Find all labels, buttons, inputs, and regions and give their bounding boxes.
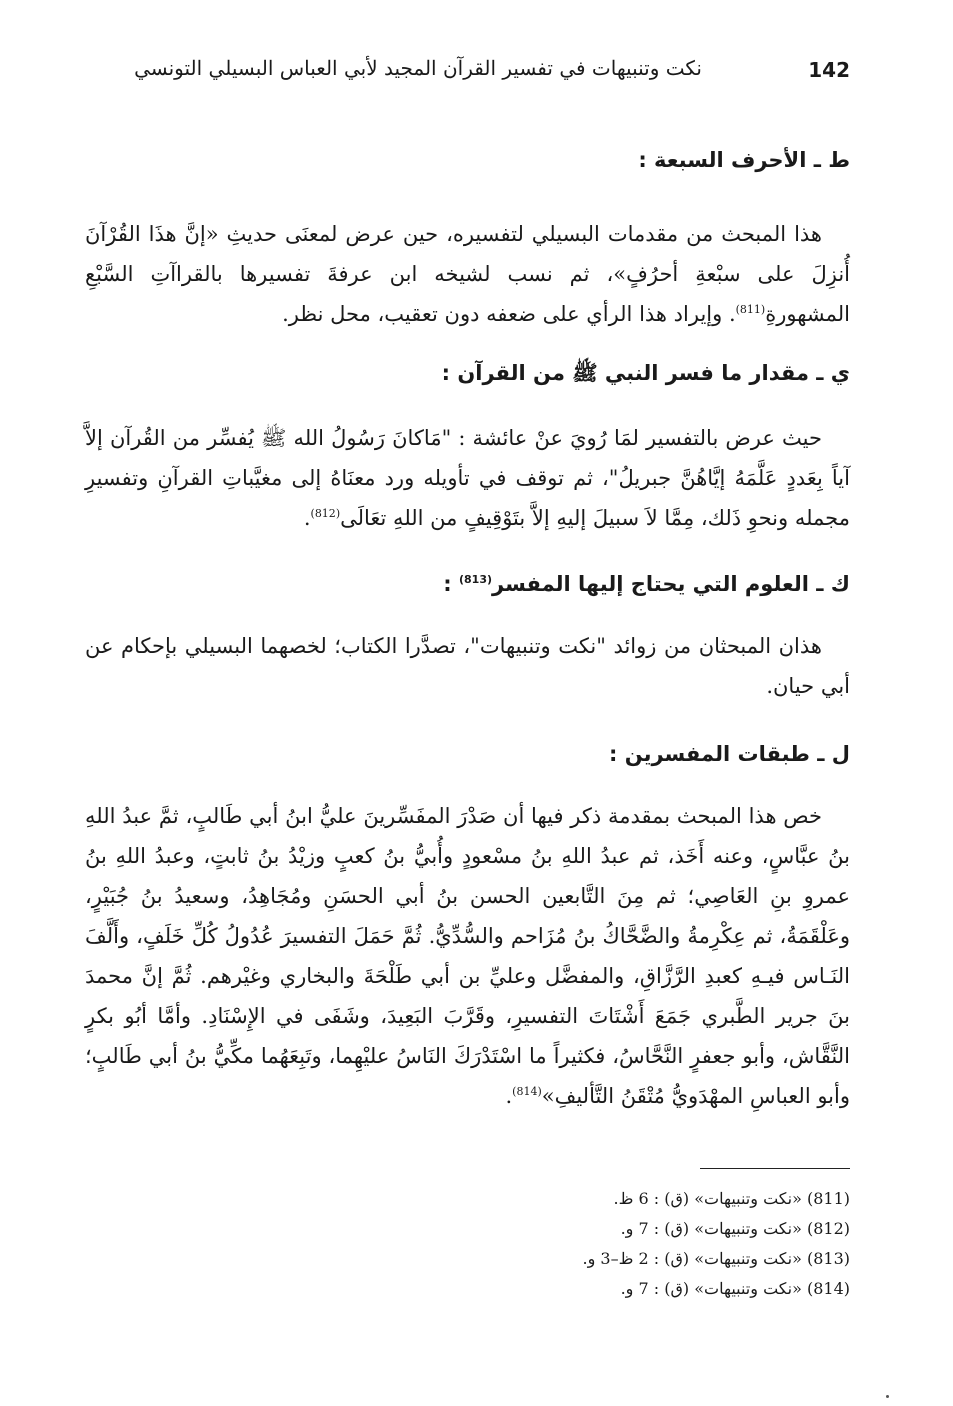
footnote-text: «نكت وتنبيهات» (ق) : 7 و. xyxy=(620,1219,807,1238)
section-body-lam xyxy=(85,796,850,1116)
scan-speck xyxy=(886,1395,889,1398)
footnote-text: «نكت وتنبيهات» (ق) : 2 ظ–3 و. xyxy=(582,1249,807,1268)
paragraph xyxy=(85,626,850,706)
footnote-ref: (811) xyxy=(735,303,766,316)
footnote-814 xyxy=(583,1274,851,1304)
footnote-811 xyxy=(583,1184,851,1214)
section-heading-lam: ل ـ طبقات المفسرين : xyxy=(609,742,850,766)
section-heading-ta: ط ـ الأحرف السبعة : xyxy=(638,148,850,172)
section-heading-kaf xyxy=(443,572,850,596)
paragraph-text: خص هذا المبحث بمقدمة ذكر فيها أن صَدْرَ المفَسِّرينَ عليُّ ابنُ أبي طَالبٍ، ثمَّ عبدُ اللهِ بنُ عبَّاسٍ، وعنه أَخَذ، ثم عبدُ اللهِ بنُ مسْعودٍ وأُبيُّ بنُ كعبٍ وزيْدُ بنُ ثابتٍ، وعبدُ اللهِ بنُ عمروِ بنِ العَاصِي؛ ثم مِنَ التَّابعين الحسن بنُ أبي الحسَنِ ومُجَاهِدُ، وسعيدُ بنُ جُبَيْرٍ، وعَلْقَمَةُ، ثم عِكْرِمةُ والضَّحَّاكُ بنُ مُزَاحم والسُّدِّيُّ. ثُمَّ حَمَلَ التفسيرَ عُدُولُ كُلِّ خَلَفٍ، وأَلَّفَ النَـاس فيـهِ كعبدِ الرَّزَّاقِ، والمفضَّل وعليِّ بن أبي طَلْحَةَ والبخاري وغيْرهم. ثُمَّ إنَّ محمدَ بنَ جرير الطَّبري جَمَعَ أَشْتَاتَ التفسيرِ، وقَرَّبَ البَعِيدَ، وشَفَى في الإِسْنَادِ. وأمَّا أبُو بكرٍ النَّقَّاش، وأبو جعفرٍ النَّحَّاسُ، فكثيراً ما اسْتَدْرَكَ النَاسُ عليْهِما، وتَبِعَهُما مكِّيُّ بنُ أبي طَالبٍ؛ وأبو العباسِ المهْدَويُّ مُتْقَنُ التَّأليفِ» xyxy=(85,804,850,1108)
footnote-number: (811) xyxy=(806,1189,850,1208)
footnote-number: (812) xyxy=(806,1219,850,1238)
section-body-ya xyxy=(85,418,850,538)
footnote-number: (813) xyxy=(806,1249,850,1268)
paragraph-text: حيث عرض بالتفسير لمَا رُويَ عنْ عائشة : "مَاكانَ رَسُولُ الله ﷺ يُفسِّر من القُرآن إلاَّ آياً بِعَددٍ عَلَّمَهُ إيَّاهُنَّ جبريلُ"، ثم توقف في تأويله ورد معنَاهُ إلى مغيَّباتِ القرآنِ وتفسيرِ مجمله ونحوِ ذَلك، مِمَّا لاَ سبيلَ إليهِ إلاَّ بتَوْقِيفٍ من اللهِ تعَالَى xyxy=(85,426,850,530)
footnote-separator xyxy=(700,1168,850,1169)
paragraph-text: هذا المبحث من مقدمات البسيلي لتفسيره، حين عرض لمعنَى حديثِ «إنَّ هذَا القُرْآنَ أُنزِلَ على سبْعةِ أحرُفٍ»، ثم نسب لشيخه ابن عرفةَ تفسيرها بالقراآتِ السَّبْعِ المشهورةِ xyxy=(85,222,850,326)
footnote-ref: (813) xyxy=(458,573,493,586)
heading-text: ك ـ العلوم التي يحتاج إليها المفسر xyxy=(492,572,850,596)
footnote-ref: (812) xyxy=(310,507,341,520)
section-heading-ya: ي ـ مقدار ما فسر النبي ﷺ من القرآن : xyxy=(441,361,850,385)
footnote-812 xyxy=(583,1214,851,1244)
paragraph xyxy=(85,796,850,1116)
page-header xyxy=(134,54,850,94)
running-title: نكت وتنبيهات في تفسير القرآن المجيد لأبي العباس البسيلي التونسي xyxy=(134,56,702,80)
page-number: 142 xyxy=(808,58,850,82)
footnote-813 xyxy=(583,1244,851,1274)
footnote-number: (814) xyxy=(806,1279,850,1298)
footnote-ref: (814) xyxy=(512,1085,542,1098)
paragraph-tail: . xyxy=(303,506,311,530)
section-body-kaf xyxy=(85,626,850,706)
paragraph xyxy=(85,214,850,334)
paragraph-tail: . xyxy=(505,1084,513,1108)
footnotes xyxy=(583,1184,851,1304)
footnote-text: «نكت وتنبيهات» (ق) : 7 و. xyxy=(620,1279,807,1298)
paragraph-tail: . وإيراد هذا الرأي على ضعفه دون تعقيب، محل نظر. xyxy=(282,302,736,326)
section-body-ta xyxy=(85,214,850,334)
heading-tail: : xyxy=(443,572,459,596)
paragraph-text: هذان المبحثان من زوائد "نكت وتنبيهات"، تصدَّرا الكتاب؛ لخصهما البسيلي بإحكام عن أبي حيان. xyxy=(85,634,850,698)
footnote-text: «نكت وتنبيهات» (ق) : 6 ظ. xyxy=(613,1189,807,1208)
paragraph xyxy=(85,418,850,538)
